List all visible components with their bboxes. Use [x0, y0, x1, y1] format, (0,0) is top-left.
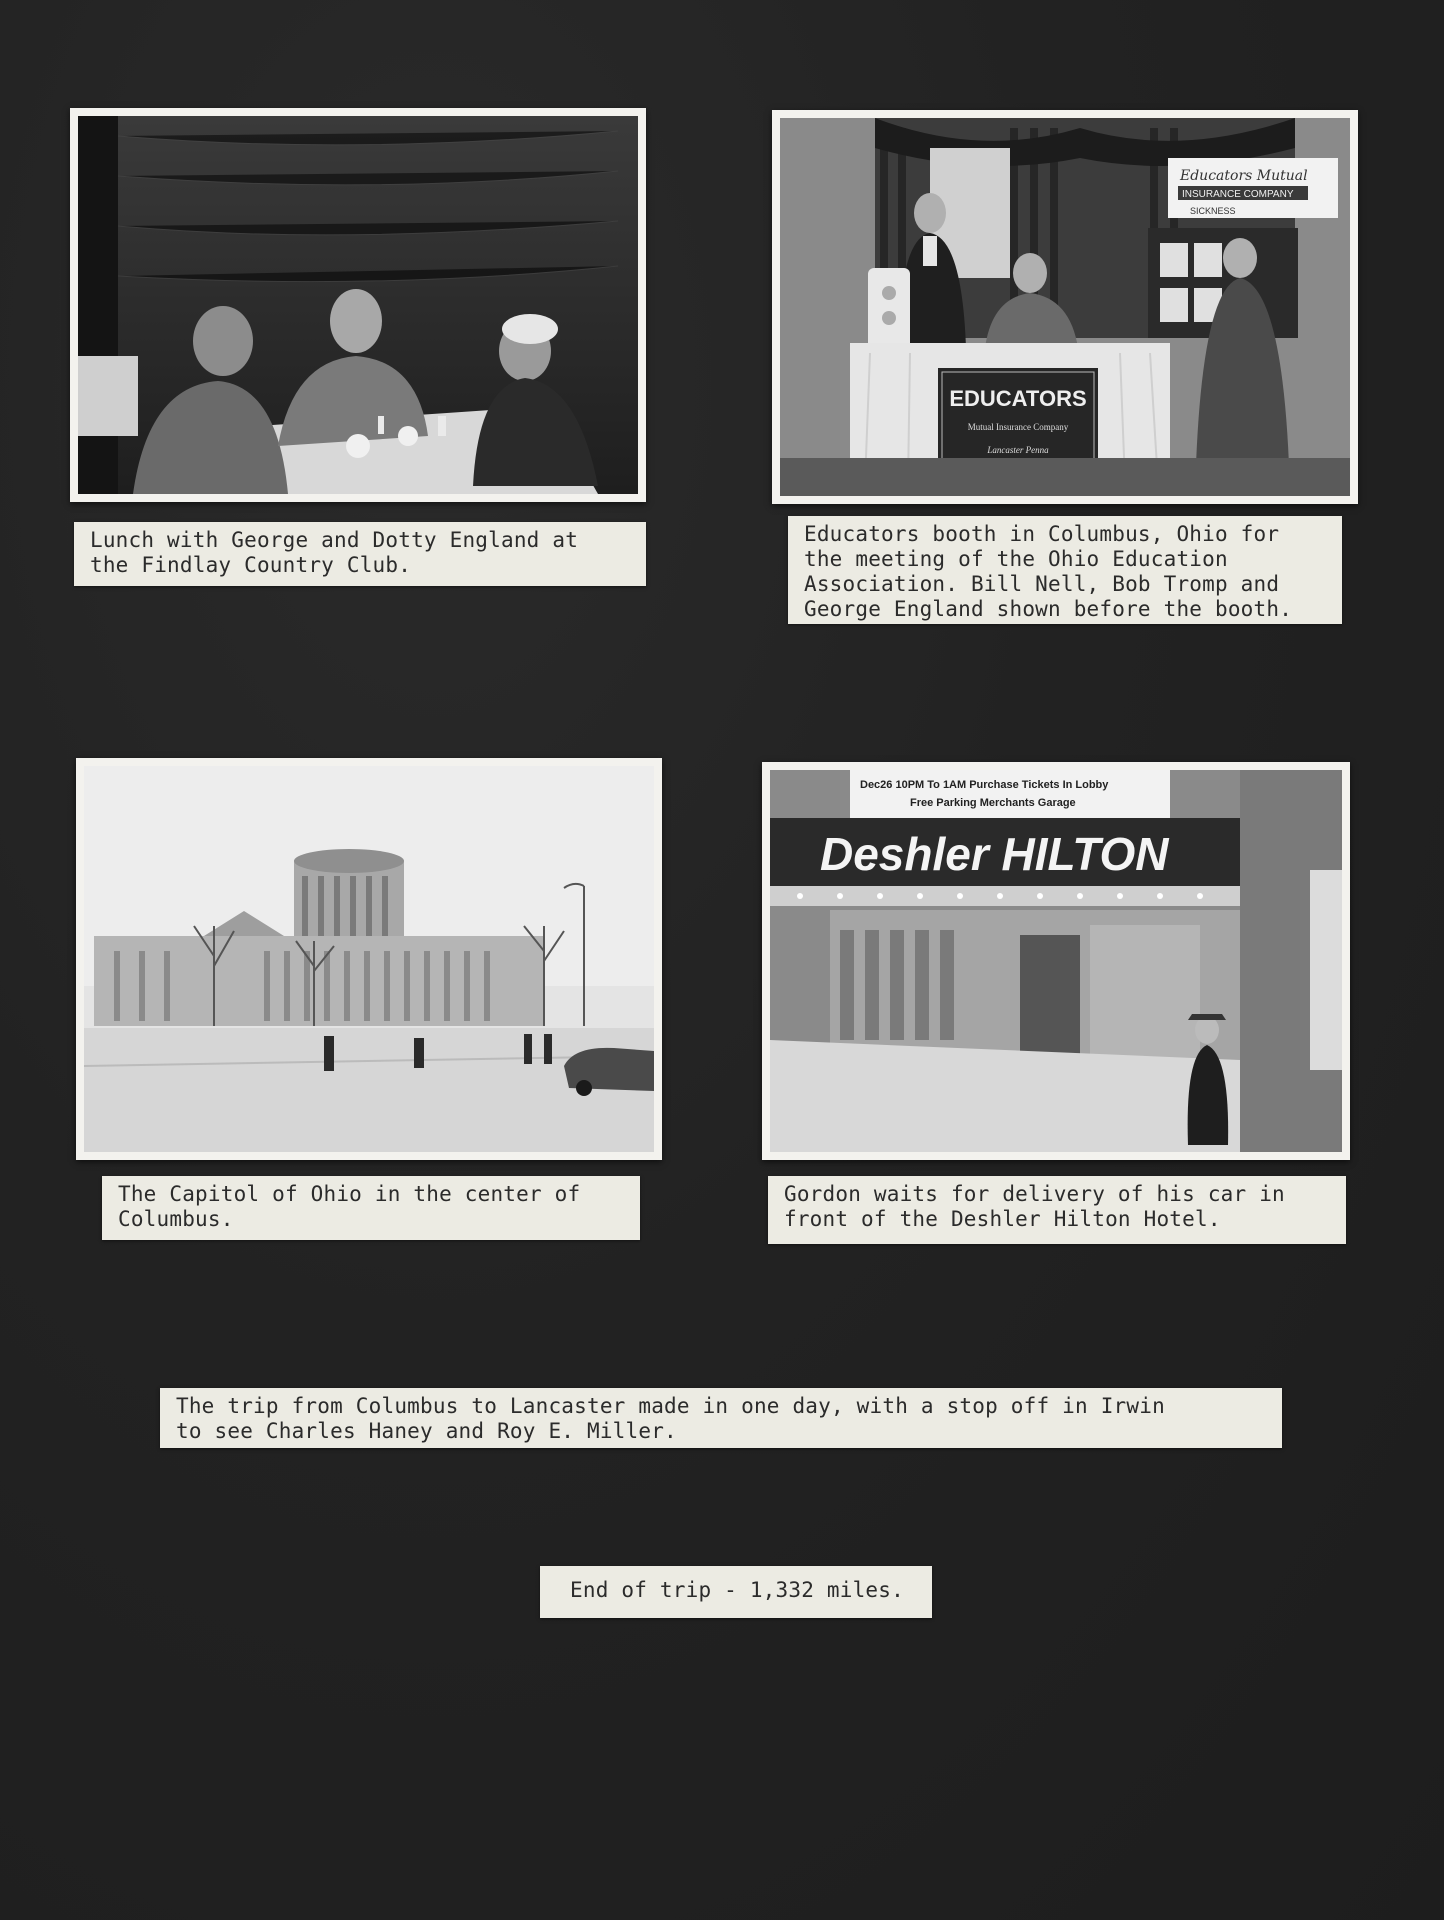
svg-text:EDUCATORS: EDUCATORS — [949, 386, 1087, 411]
photo-lunch — [70, 108, 646, 502]
caption-capitol: The Capitol of Ohio in the center of Columbus. — [102, 1176, 640, 1240]
hotel-sign: Deshler HILTON — [820, 828, 1169, 880]
svg-text:Educators Mutual: Educators Mutual — [1180, 168, 1308, 184]
booth-banner — [1168, 158, 1338, 218]
photo-capitol — [76, 758, 662, 1160]
photo-booth-image — [780, 118, 1350, 496]
svg-text:SICKNESS: SICKNESS — [1190, 206, 1236, 216]
note-trip: The trip from Columbus to Lancaster made in one day, with a stop off in Irwin to see Charles Haney and Roy E. Miller. — [160, 1388, 1282, 1448]
svg-text:Lancaster Penna: Lancaster Penna — [987, 445, 1049, 455]
svg-text:Dec26 10PM To 1AM Purchase Tic: Dec26 10PM To 1AM Purchase Tickets In Lobby — [860, 779, 1109, 791]
svg-text:Free Parking Merchants Garage: Free Parking Merchants Garage — [910, 797, 1076, 809]
svg-text:INSURANCE COMPANY: INSURANCE COMPANY — [1182, 189, 1294, 200]
photo-booth — [772, 110, 1358, 504]
photo-deshler — [762, 762, 1350, 1160]
note-end: End of trip - 1,332 miles. — [540, 1566, 932, 1618]
educators-sign — [938, 368, 1098, 473]
svg-text:Mutual Insurance Company: Mutual Insurance Company — [967, 422, 1069, 432]
caption-booth: Educators booth in Columbus, Ohio for the meeting of the Ohio Education Association. Bill Nell, Bob Tromp and George England shown before the booth. — [788, 516, 1342, 624]
caption-lunch: Lunch with George and Dotty England at the Findlay Country Club. — [74, 522, 646, 586]
caption-deshler: Gordon waits for delivery of his car in front of the Deshler Hilton Hotel. — [768, 1176, 1346, 1244]
marquee — [850, 770, 1170, 818]
photo-deshler-image — [770, 770, 1342, 1152]
photo-capitol-image — [84, 766, 654, 1152]
photo-lunch-image — [78, 116, 638, 494]
